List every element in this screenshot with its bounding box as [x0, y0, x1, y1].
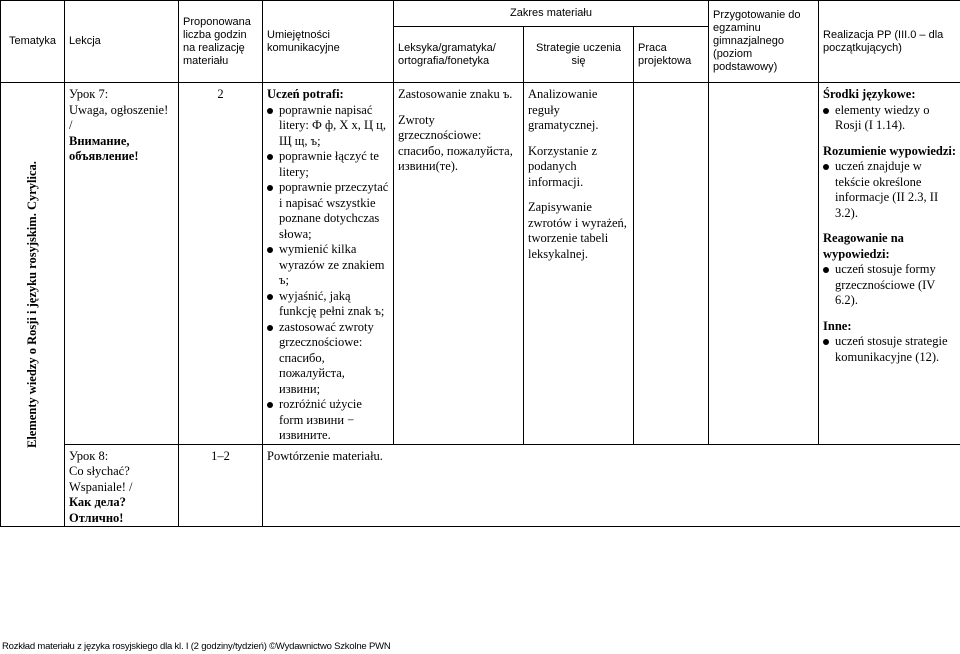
- strategies-cell: [524, 83, 634, 445]
- list-item: wymienić kilka wyrazów ze znakiem ъ;: [267, 242, 389, 289]
- pp-srodki-heading: Środki językowe:: [823, 87, 916, 101]
- lesson-cell: [65, 444, 179, 527]
- lexis-item: Zwroty grzecznościowe: спасибо, пожалуйста, извини(те).: [398, 112, 513, 173]
- header-umiejetnosci: Umiejętności komunikacyjne: [263, 1, 394, 83]
- review-cell: Powtórzenie materiału.: [263, 444, 960, 527]
- exam-cell: [709, 83, 819, 445]
- skills-cell: [263, 83, 394, 445]
- pp-rozumienie-heading: Rozumienie wypowiedzi:: [823, 143, 957, 158]
- skills-intro: Uczeń potrafi:: [267, 87, 344, 101]
- strategy-item: Zapisywanie zwrotów i wyrażeń, tworzenie tabeli leksykalnej.: [528, 200, 627, 261]
- header-leksyka: Leksyka/gramatyka/ ortografia/fonetyka: [394, 27, 524, 83]
- lesson-name-ru: Внимание, объявление!: [69, 133, 139, 163]
- strategy-item: Analizowanie reguły gramatycznej.: [528, 87, 599, 132]
- header-realizacja: Realizacja PP (III.0 – dla początkujących): [819, 1, 960, 83]
- lexis-item: Zastosowanie znaku ъ.: [398, 87, 513, 101]
- header-lekcja: Lekcja: [65, 1, 179, 83]
- table-row: [1, 444, 960, 527]
- lesson-name-ru: Как дела? Отлично!: [69, 495, 126, 525]
- header-praca: Praca projektowa: [634, 27, 709, 83]
- pp-inne-heading: Inne:: [823, 318, 852, 333]
- list-item: poprawnie napisać litery: Ф ф, Х х, Ц ц, Щ щ, ъ;: [267, 103, 389, 150]
- lesson-name-pl: Uwaga, ogłoszenie! /: [69, 102, 169, 132]
- lesson-title: Урок 8:: [69, 448, 109, 463]
- header-zakres: Zakres materiału: [394, 1, 709, 27]
- hours-cell: 1–2: [179, 444, 263, 527]
- lesson-cell: [65, 83, 179, 445]
- list-item: elementy wiedzy o Rosji (I 1.14).: [823, 103, 956, 134]
- tematyka-cell: [1, 83, 65, 527]
- table-row: [1, 83, 960, 445]
- list-item: wyjaśnić, jaką funkcję pełni znak ъ;: [267, 289, 389, 320]
- skills-list: [267, 103, 389, 444]
- list-item: uczeń stosuje strategie komunikacyjne (12).: [823, 334, 956, 365]
- hours-cell: 2: [179, 83, 263, 445]
- lesson-title: Урок 7:: [69, 87, 109, 101]
- list-item: uczeń stosuje formy grzecznościowe (IV 6.2).: [823, 262, 956, 309]
- header-przygotowanie: Przygotowanie do egzaminu gimnazjalnego (poziom podstawowy): [709, 1, 819, 83]
- pp-cell: [819, 83, 960, 445]
- header-tematyka: Tematyka: [1, 1, 65, 83]
- header-hours: Proponowana liczba godzin na realizację materiału: [179, 1, 263, 83]
- list-item: poprawnie przeczytać i napisać wszystkie poznane dotychczas słowa;: [267, 180, 389, 242]
- project-cell: [634, 83, 709, 445]
- list-item: zastosować zwroty grzecznościowe: спасибо, пожалуйста, извини;: [267, 320, 389, 398]
- pp-reagowanie-heading: Reagowanie na wypowiedzi:: [823, 231, 904, 261]
- tematyka-text: Elementy wiedzy o Rosji i języku rosyjskim. Cyrylica.: [24, 161, 39, 448]
- header-strategie: Strategie uczenia się: [524, 27, 634, 83]
- lexis-cell: [394, 83, 524, 445]
- strategy-item: Korzystanie z podanych informacji.: [528, 143, 598, 189]
- page-footer: Rozkład materiału z języka rosyjskiego dla kl. I (2 godziny/tydzień) ©Wydawnictwo Szkolne PWN: [2, 641, 391, 652]
- list-item: rozróżnić użycie form извини − извините.: [267, 397, 389, 444]
- list-item: poprawnie łączyć te litery;: [267, 149, 389, 180]
- list-item: uczeń znajduje w tekście określone informacje (II 2.3, II 3.2).: [823, 159, 956, 221]
- lesson-name-pl: Co słychać? Wspaniale! /: [69, 464, 133, 494]
